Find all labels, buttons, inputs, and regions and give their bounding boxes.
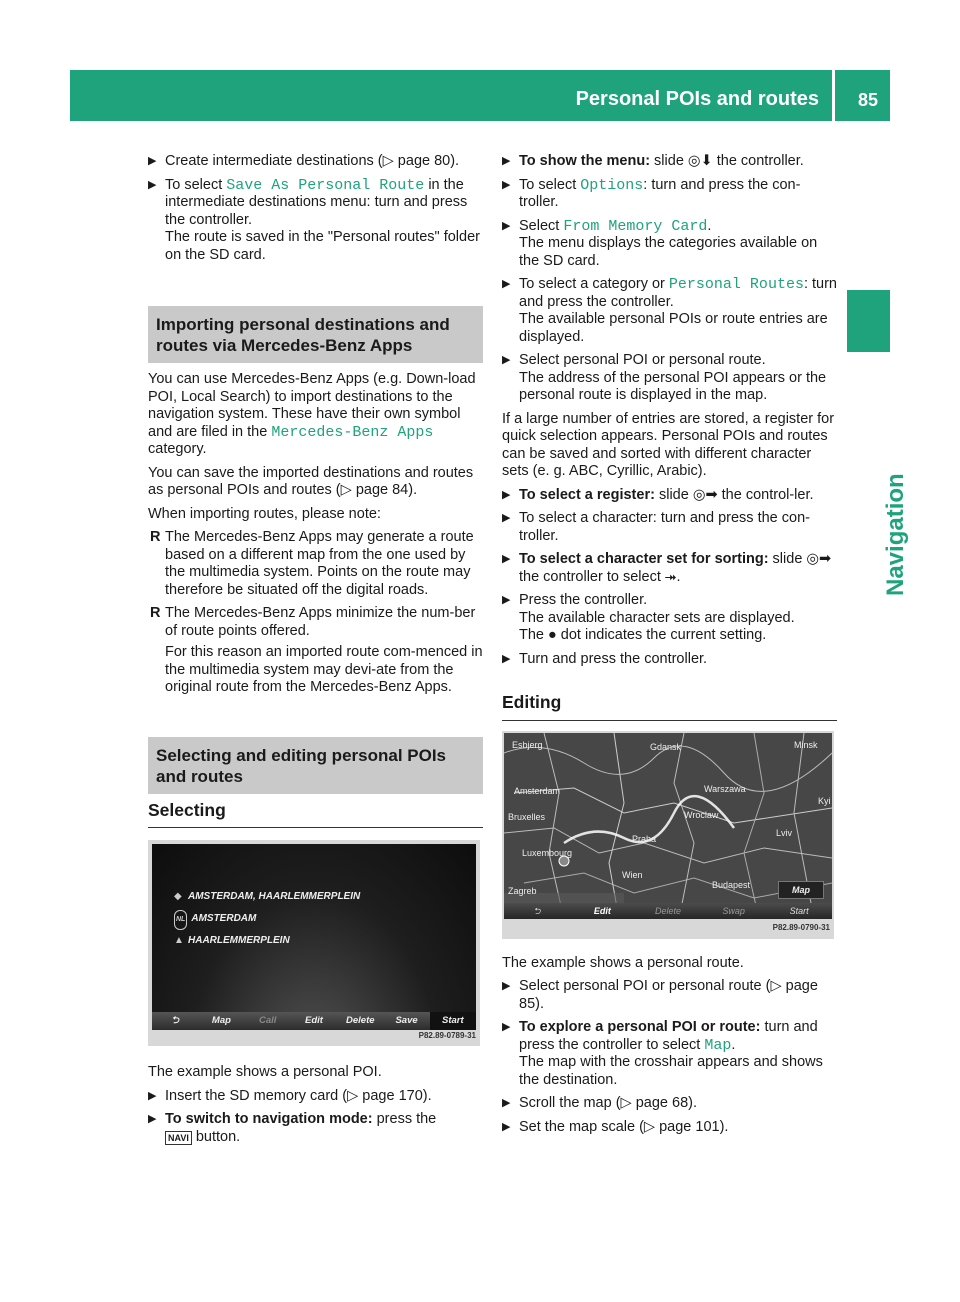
section-heading: Importing personal destinations and routes via Mercedes-Benz Apps bbox=[148, 306, 483, 363]
map-menu-bar bbox=[504, 903, 832, 919]
back-button[interactable]: ⮌ bbox=[171, 1015, 179, 1026]
caption: The example shows a personal POI. bbox=[148, 1064, 382, 1080]
paragraph: You can use Mercedes-Benz Apps (e.g. Down-load POI, Local Search) to import destinations to the navigation system. These have their own symbol and are filed in the Mercedes-Benz Apps category. bbox=[148, 371, 476, 457]
poi-row: ▲ HAARLEMMERPLEIN bbox=[174, 932, 290, 950]
poi-screenshot bbox=[148, 840, 480, 1046]
arrow-bullet-icon: ▶ bbox=[148, 1089, 157, 1102]
list-item: ▶ To select a register: slide ◎➡ the control-ler. bbox=[502, 486, 814, 503]
edit-button[interactable]: Edit bbox=[593, 905, 611, 916]
right-column bbox=[502, 153, 837, 1142]
list-item: ▶ Create intermediate destinations (▷ page 80). bbox=[148, 153, 460, 169]
city-label: Budapest bbox=[712, 879, 751, 890]
list-item: R The Mercedes-Benz Apps minimize the num-ber of route points offered. For this reason an imported route com-menced in the multimedia system may devi-ate from the original route from the Mercedes-Benz Apps. bbox=[150, 605, 483, 695]
list-item: ▶ To select a character: turn and press the con-troller. bbox=[502, 510, 810, 544]
subheading: Editing bbox=[502, 694, 837, 721]
city-label: Wien bbox=[622, 869, 643, 880]
page-header bbox=[70, 70, 890, 121]
swap-button[interactable]: Swap bbox=[722, 905, 745, 916]
header-divider bbox=[832, 70, 835, 121]
poi-screen bbox=[152, 844, 476, 1030]
delete-button[interactable]: Delete bbox=[654, 905, 681, 916]
map-button[interactable]: Map bbox=[211, 1015, 231, 1026]
list-item: R The Mercedes-Benz Apps may generate a route based on a different map from the one used by the multimedia system. Points on the route may therefore be situated off the digital roads. bbox=[150, 529, 474, 598]
header-title: Personal POIs and routes bbox=[575, 88, 819, 110]
city-label: Kyi bbox=[818, 795, 831, 806]
save-button[interactable]: Save bbox=[395, 1015, 418, 1026]
edit-button[interactable]: Edit bbox=[305, 1015, 323, 1026]
list-item: ▶ Select personal POI or personal route (▷ page 85). bbox=[502, 978, 818, 1012]
start-button[interactable]: Start bbox=[789, 905, 809, 916]
city-label: Minsk bbox=[794, 739, 818, 750]
map-screen bbox=[504, 733, 832, 919]
country-flag-icon: NL bbox=[174, 910, 187, 930]
image-code: P82.89-0789-31 bbox=[418, 1030, 476, 1040]
city-label: Wroclaw bbox=[684, 809, 719, 820]
city-label: Amsterdam bbox=[514, 785, 561, 796]
list-item: ▶ Select personal POI or personal route. The address of the personal POI appears or the personal route is displayed in the map. bbox=[502, 352, 827, 403]
city-label: Warszawa bbox=[704, 783, 746, 794]
subheading: Selecting bbox=[148, 802, 483, 829]
navi-key-icon: NAVI bbox=[165, 1131, 192, 1145]
arrow-bullet-icon: ▶ bbox=[148, 1113, 157, 1125]
arrow-bullet-icon: ▶ bbox=[148, 155, 157, 167]
city-label: Esbjerg bbox=[512, 739, 543, 750]
poi-row: ◆ AMSTERDAM, HAARLEMMERPLEIN bbox=[174, 888, 360, 906]
menu-item-reference: Save As Personal Route bbox=[226, 176, 425, 194]
street-icon: ▲ bbox=[174, 935, 184, 946]
call-button[interactable]: Call bbox=[258, 1015, 277, 1026]
list-item: ▶ To explore a personal POI or route: turn and press the controller to select Map. The map with the crosshair appears and shows the destination. bbox=[502, 1019, 823, 1088]
paragraph: You can save the imported destinations and routes as personal POIs and routes (▷ page 84). bbox=[148, 464, 474, 498]
map-screenshot bbox=[502, 731, 834, 939]
caption: The example shows a personal route. bbox=[502, 954, 744, 971]
city-label: Praha bbox=[632, 833, 657, 844]
list-item: ▶ Insert the SD memory card (▷ page 170). bbox=[148, 1087, 432, 1104]
list-item: ▶ To select Options: turn and press the con-troller. bbox=[502, 176, 801, 210]
list-item: ▶ To select a category or Personal Routes: turn and press the controller. The available personal POIs or route entries are displayed. bbox=[502, 276, 837, 345]
city-label: Bruxelles bbox=[508, 811, 546, 822]
paragraph: When importing routes, please note: bbox=[148, 505, 381, 522]
list-item: ▶ To show the menu: slide ◎⬇ the controller. bbox=[502, 153, 804, 169]
city-label: Lviv bbox=[776, 827, 793, 838]
list-item: ▶ To switch to navigation mode: press the NAVI button. bbox=[148, 1111, 437, 1145]
list-item: ▶ Select From Memory Card. The menu displays the categories available on the SD card. bbox=[502, 217, 818, 269]
city-label: Luxembourg bbox=[522, 847, 573, 858]
delete-button[interactable]: Delete bbox=[346, 1015, 375, 1026]
section-heading: Selecting and editing personal POIs and routes bbox=[148, 737, 483, 794]
chapter-tab bbox=[847, 290, 890, 352]
list-item: ▶ Press the controller. The available character sets are displayed. The ● dot indicates the current setting. bbox=[502, 592, 795, 643]
list-item: ▶ Set the map scale (▷ page 101). bbox=[502, 1118, 729, 1135]
city-label: Zagreb bbox=[508, 885, 537, 896]
list-item: ▶ To select Save As Personal Route in the intermediate destinations menu: turn and press the controller. The route is saved in the "Personal routes" folder on the SD card. bbox=[148, 176, 480, 263]
arrow-bullet-icon: ▶ bbox=[148, 178, 157, 191]
city-label: Gdansk bbox=[650, 741, 682, 752]
left-column bbox=[148, 153, 483, 1152]
chapter-label: Navigation bbox=[882, 473, 909, 596]
start-button[interactable]: Start bbox=[430, 1012, 476, 1030]
map-button[interactable]: Map bbox=[778, 881, 824, 899]
paragraph: If a large number of entries are stored, a register for quick selection appears. Personal POIs and routes can be saved and sorted with different character sets (e. g. ABC, Cyrillic, Arabic). bbox=[502, 410, 835, 479]
list-item: ▶ Turn and press the controller. bbox=[502, 650, 708, 667]
list-item: ▶ Scroll the map (▷ page 68). bbox=[502, 1095, 698, 1111]
poi-diamond-icon: ◆ bbox=[174, 891, 182, 902]
back-button[interactable]: ⮌ bbox=[533, 905, 541, 916]
poi-row: NL AMSTERDAM bbox=[174, 910, 256, 930]
image-code: P82.89-0790-31 bbox=[772, 923, 830, 932]
page-number: 85 bbox=[857, 90, 878, 110]
list-item: ▶ To select a character set for sorting: slide ◎➡ the controller to select ⯮. bbox=[502, 551, 832, 585]
